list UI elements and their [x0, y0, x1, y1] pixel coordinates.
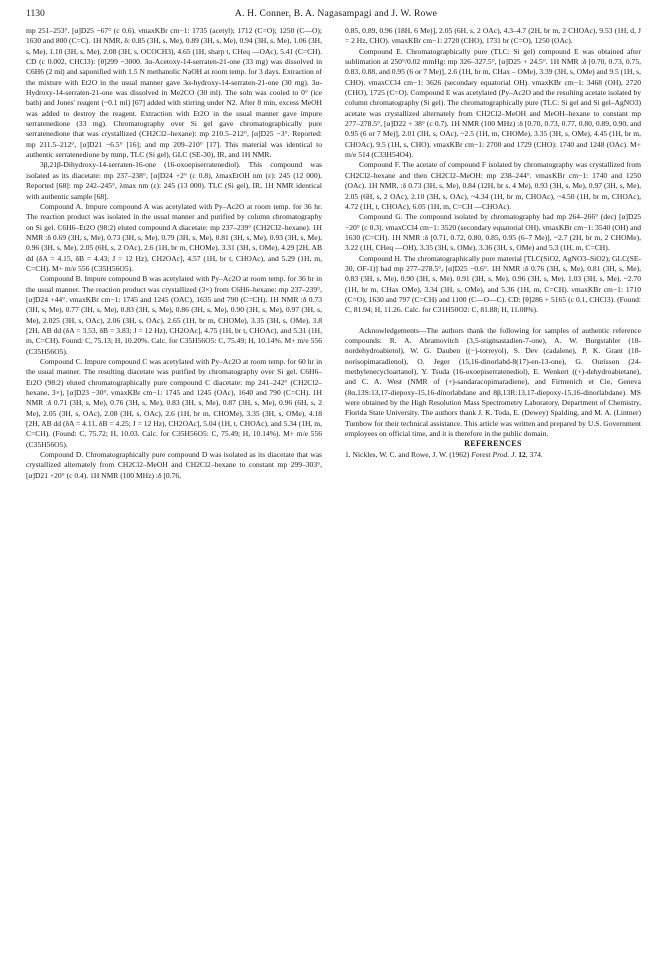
paragraph-compound-g: Compound G. The compound isolated by chromatography had mp 264–266° (dec) [α]D25 −20° (c 0.3). νmaxCCl4 cm−1: 3520 (secondary equatorial OH). νmaxKBr cm−1: 3540 (OH) and 1630 (C=CH). 1H NMR :δ [0.71, 0.72, 0.80, 0.85, 0.95 (6–7 Me)], ~2.7 (2H, br m, 2 CHOMe), 3.22 (1H, CHeq —OH), 3.35 (3H, s, OMe), 3.36 (3H, s, OMe) and 5.3 (1H, m, C=CH).: [345, 212, 641, 253]
paragraph-compound-h: Compound H. The chromatographically pure material [TLC(SiO2, AgNO3–SiO2); GLC(SE-30, OF-1)] had mp 277–278.5°, [α]D25 −0.6°. 1H NMR :δ 0.76 (3H, s, Me), 0.81 (3H, s, Me), 0.83 (3H, s, Me), 0.90 (3H, s, Me), 0.91 (3H, s, Me), 0.96 (3H, s, Me), 1.03 (3H, s, Me), ~2.70 (1H, br m, CHax OMe), 3.34 (3H, s, OMe), and 5.36 (1H, m, C=CH). νmaxKBr cm−1: 1710 (C=O), 1630 and 797 (C=CH) and 1100 (C—O—C). CD: [θ]286 + 5165 (c 0.1, CHCl3). (Found: C, 81.94; H, 11.26. Calc. for C31H50O2: C, 81.88; H, 11.08%).: [345, 253, 641, 315]
paragraph-compound-b: Compound B. Impure compound B was acetylated with Py–Ac2O at room temp. for 36 hr in the usual manner. The reaction product was crystallized (3×) from C6H6–hexane: mp 237–239°, [α]D24 +44°. νmaxKBr cm−1: 1745 and 1245 (OAC), 1635 and 790 (C=CH). 1H NMR :δ 0.73 (3H, s, Me), 0.77 (3H, s, Me), 0.83 (3H, s, Me), 0.86 (3H, s, Me), 0.90 (3H, s, Me), 0.97 (3H, s, Me), 2.025 (3H, s, OAc), 2.06 (3H, s, OAc), 2.65 (1H, br m, CHOMe), 3.35 (3H, s, OMe), 3.8 [2H, AB dd (δA = 3.53, δB = 3.83; J = 12 Hz), CH2OAc], 4.75 (1H, br t, CHOAc), and 5.31 (1H, m, C=CH). Found: C, 75.13; H, 10.20%. Calc. for C35H56O5: C, 75.49; H, 10.14%. M+ m/e 556 (C35H56O5).: [26, 274, 322, 356]
references-heading: REFERENCES: [464, 439, 522, 449]
paragraph-compound-a: Compound A. Impure compound A was acetylated with Py–Ac2O at room temp. for 36 hr. The reaction product was isolated in the usual manner and purified by column chromatography on Si gel. C6H6–Et2O (98:2) eluted compound A diacetate: mp 237–239° (CH2Cl2–hexane). 1H NMR :δ 0.69 (3H, s, Me), 0.73 (3H, s, Me), 0.79 (3H, s, Me), 0.81 (3H, s, Me), 0.93 (3H, s, Me), 0.96 (3H, s, Me), 2.05 (6H, s, 2 OAc), 2.6 (1H, br m, CHOMe), 3.31 (3H, s, OMe), 4.29 [2H, AB dd (δA = 4.15, δB = 4.43; J = 12 Hz), CH2OAc], 4.57 (1H, br t, CHOAc), and 5.29 (1H, m, C=CH). M+ m/e 556 (C35H56O5).: [26, 201, 322, 273]
paragraph-oxoepiserratenediol: 3β,21β-Dihydroxy-14-serraten-16-one (16-oxoepiserratenediol). This compound was isolated as its diacetate: mp 237–238°, [α]D24 +2° (c 0.8), λmaxEtOH nm (ε): 245 (12 000). Reported [68]: mp 242–245°, λmax nm (ε): 245 (13 000). TLC (Si gel), IR, 1H NMR identical with authentic sample [68].: [26, 160, 322, 201]
paragraph-compound-f: Compound F. The acetate of compound F isolated by chromatography was crystallized from CH2Cl2–hexane and then CH2Cl2–MeOH: mp 238–244°. νmaxKBr cm−1: 1740 and 1250 (OAc). 1H NMR, :δ 0.73 (3H, s, Me), 0.84 (12H, br s, 4 Me), 0.93 (3H, s, Me), 0.97 (3H, s, Me), 2.05 (6H, s, 2 OAc), 2.10 (3H, s, OAc), ~4.34 (1H, br m, CHOAc), ~4.50 (1H, br m, CHOAc), 4.72 (1H, t, CHOAc), 6.05 (1H, m, C=CH —CHOAc).: [345, 160, 641, 211]
right-column: [345, 26, 641, 460]
paragraph-compound-c: Compound C. Impure compound C was acetylated with Py–Ac2O at room temp. for 60 hr in the usual manner. The resulting diacetate was purified by chromatography over Si gel. C6H6–Et2O (98:2) eluted chromatographically pure compound C diacetate: mp 241–242° (CH2Cl2–hexane, 3×), [α]D23 −30°. νmaxKBr cm−1: 1745 and 1245 (OAc), 1640 and 790 (C=CH). 1H NMR :δ 0.71 (3H, s, Me), 0.76 (3H, s, Me), 0.83 (3H, s, Me), 0.87 (3H, s, Me), 0.96 (6H, s, 2 Me), 2.05 (3H, s, OAc), 2.08 (3H, s, OAc), 2.6 (1H, br m, CHOMe), 3.35 (3H, s, OMe), 4.18 [2H, AB dd (δA = 4.11, δB = 4.25; J = 12 Hz), CH2OAc], 5.04 (1H, t, CHOAc), and 5.34 (1H, m, C=CH). (Found: C, 75.72; H, 10.03. Calc. for C35H56O5: C, 75.49; H, 10.14%). M+ m/e 556 (C35H56O5).: [26, 357, 322, 449]
paragraph-compound-d: Compound D. Chromatographically pure compound D was isolated as its diacetate that was crystallized alternately from CH2Cl2–MeOH and CH2Cl2–hexane to constant mp 299–303°, [α]D21 +20° (c 0.4). 1H NMR (100 MHz) :δ [0.76,: [26, 450, 322, 480]
section-gap: [345, 316, 641, 326]
reference-journal: Forest Prod. J.: [471, 449, 517, 459]
reference-pages: , 374.: [525, 449, 543, 459]
paragraph-serratenedione: mp 251–253°. [α]D25 −67° (c 0.6). νmaxKBr cm−1: 1735 (acetyl); 1712 (C=O); 1250 (C—O); 1630 and 800 (C=C). 1H NMR, δ: 0.85 (3H, s, Me), 0.89 (3H, s, Me), 0.94 (3H, s, Me), 1.06 (3H, s, Me), 1.10 (3H, s, Me), 2.08 (3H, s, OCOCH3), 4.65 (1H, sharp t, CHeq —OAc), 5.41 (C=CH). CD (c 0.002, CHCl3): [θ]299 −3000. 3α-Acetoxy-14-serraten-21-one (33 mg) was dissolved in C6H6 (2 ml) and saponified with 1.5 N methanolic NaOH at room temp. for 3 days. Extraction of the mixture with Et2O in the usual manner gave 3α-hydroxy-14-serraten-21-one (30 mg). 3α-Hydroxy-14-serraten-21-one was dissolved in Me2CO (30 ml). The soln was cooled to 0° (ice bath) and Jones' reagent (~0.1 ml) [67] added with stirring under N2. After 8 min, excess MeOH was added to destroy the reagent. Extraction with Et2O in the usual manner gave impure serratenedione (33 mg). Chromatography over Si gel gave chromatographically pure serratenedione that was crystallized (CH2Cl2–hexane): mp 210.5–212°, [α]D25 −3°. Reported: mp 211.5–212°, [α]D21 −6.5° [16]; and mp 209–210° [17]. This material was identical to authentic serratenedione by mmp, TLC (Si gel), GLC (SE-30), IR, and 1H NMR.: [26, 26, 322, 160]
paragraph-compound-e: Compound E. Chromatographically pure (TLC: Si gel) compound E was obtained after sublimation at 250°/0.02 mmHg: mp 326–327.5°, [α]D25 + 24.5°. 1H NMR :δ [0.70, 0.73, 0.75, 0.83, 0.88, and 0.95 (6 or 7 Me)], 2.6 (1H, br m, CHax – OMe), 3.39 (3H, s, OMe) and 9.5 (1H, s, CHO). νmaxCCl4 cm−1: 3626 (secondary equatorial OH). νmaxKBr cm−1: 3468 (OH), 2720 (CHO), 1725 (C=O). Compound E was acetylated (Py–Ac2O and the resulting acetate isolated by column chromatography (Si gel). The chromatographically pure (TLC: Si gel and Si gel–AgNO3) acetate was crystallized alternately from CH2Cl2–MeOH and MeOH–hexane to constant mp 277–278.5°, [α]D22 + 38° (c 0.7). 1H NMR (100 MHz) :δ [0.70, 0.73, 0.77, 0.80, 0.89, 0.90, and 0.95 (6 or 7 Me)], 2.01 (3H, s, OAc), ~2.5 (1H, m, CHOMe), 3.35 (3H, s, OMe), 4.45 (1H, br m, CHOAc), 9.5 (1H, s, CHO). νmaxKBr cm−1: 2700 and 1729 (CHO): 1740 and 1248 (OAc). M+ m/e 514 (C33H54O4).: [345, 46, 641, 160]
running-authors: A. H. Conner, B. A. Nagasampagi and J. W. Rowe: [234, 8, 438, 19]
reference-volume: 12: [518, 449, 526, 459]
reference-item: [345, 450, 641, 460]
left-column: [26, 26, 322, 481]
reference-text: 1. Nickles, W. C. and Rowe, J. W. (1962): [345, 449, 472, 459]
page-number: 1130: [26, 8, 45, 19]
running-header: [26, 8, 646, 22]
paragraph-compound-d-cont: 0.85, 0.89, 0.96 (18H, 6 Me)], 2.05 (6H, s, 2 OAc), 4.3–4.7 (2H, br m, 2 CHOAc), 9.53 (1H, d, J = 2 Hz, CHO). νmaxKBr cm−1: 2720 (CHO), 1731 br (C=O), 1250 (OAc).: [345, 26, 641, 46]
acknowledgements: Acknowledgements—The authors thank the following for samples of authentic reference compounds: R. A. Abramovitch (3,5-stigmastadien-7-one), A. W. Burgstahler (18-nordehydroabietol), W. G. Dauben ((−)-torreyol), S. Dev (cadalene), P. K. Grant (18-norisopimaradienol), O. Jeger (15,16-dinorlabd-8(17)-en-13-one), G. Ourisson (24-methylenecycloartanol), Y. Tsuda (16-oxoepiserratenediol), E. Wenkert ((+)-dehydroabietane), and C. A. West (NMR of (+)-sandaracopimaradiene), and Firmenich et Cie, Geneva (8α,13S:13,17-diepoxy-15,16-dinorlabdane and 8β,13R:13,17-diepoxy-15,16-dinorlabdane). MS were obtained by the High Resolution Mass Spectrometry Laboratory, Department of Chemistry, Florida State University. The authors thank J. K. Toda, E. (Dewey) Spalding, and M. A. (Lintner) Turnbow for their technical assistance. This article was written and prepared by U.S. Government employees on official time, and it is therefore in the public domain.: [345, 325, 641, 439]
